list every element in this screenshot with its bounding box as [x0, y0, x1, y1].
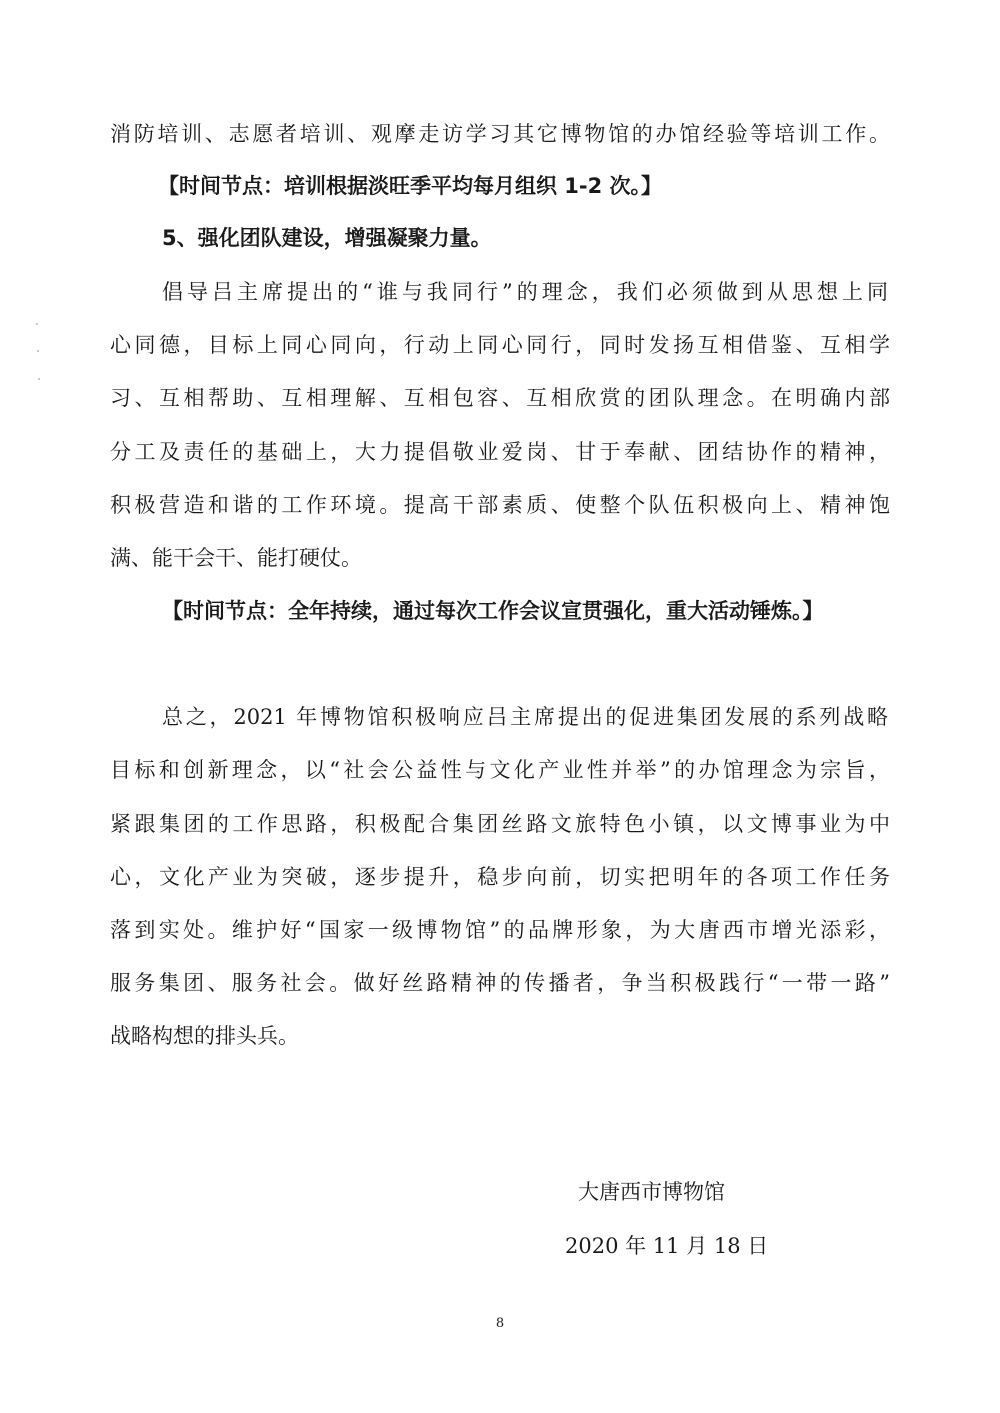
paragraph-line: 紧跟集团的工作思路，积极配合集团丝路文旅特色小镇，以文博事业为中 [110, 812, 890, 836]
paragraph-line: 满、能干会干、能打硬仗。 [110, 546, 362, 570]
scan-speck [36, 323, 38, 325]
signature-date: 2020 年 11 月 18 日 [565, 1234, 769, 1258]
section-heading-5: 5、强化团队建设，增强凝聚力量。 [162, 226, 492, 250]
paragraph-line: 分工及责任的基础上，大力提倡敬业爱岗、甘于奉献、团结协作的精神， [110, 440, 890, 464]
paragraph-line: 总之，2021 年博物馆积极响应吕主席提出的促进集团发展的系列战略 [162, 705, 888, 729]
paragraph-line: 积极营造和谐的工作环境。提高干部素质、使整个队伍积极向上、精神饱 [110, 493, 890, 517]
time-node-note-1: 【时间节点：培训根据淡旺季平均每月组织 1-2 次。】 [158, 174, 663, 198]
scan-speck [38, 378, 40, 380]
paragraph-line: 服务集团、服务社会。做好丝路精神的传播者，争当积极践行“一带一路” [110, 971, 890, 995]
paragraph-line: 习、互相帮助、互相理解、互相包容、互相欣赏的团队理念。在明确内部 [110, 386, 890, 410]
paragraph-line: 消防培训、志愿者培训、观摩走访学习其它博物馆的办馆经验等培训工作。 [110, 122, 890, 146]
signature-organization: 大唐西市博物馆 [578, 1180, 725, 1204]
scan-speck [37, 350, 39, 352]
paragraph-line: 心同德，目标上同心同向，行动上同心同行，同时发扬互相借鉴、互相学 [110, 333, 890, 357]
time-node-note-2: 【时间节点：全年持续，通过每次工作会议宣贯强化，重大活动锤炼。】 [162, 599, 824, 623]
page-number: 8 [495, 1316, 505, 1331]
paragraph-line: 战略构想的排头兵。 [110, 1024, 299, 1048]
paragraph-line: 落到实处。维护好“国家一级博物馆”的品牌形象，为大唐西市增光添彩， [110, 918, 890, 942]
paragraph-line: 心，文化产业为突破，逐步提升，稳步向前，切实把明年的各项工作任务 [110, 865, 890, 889]
paragraph-line: 倡导吕主席提出的“谁与我同行”的理念，我们必须做到从思想上同 [162, 280, 888, 304]
paragraph-line: 目标和创新理念，以“社会公益性与文化产业性并举”的办馆理念为宗旨， [110, 758, 890, 782]
